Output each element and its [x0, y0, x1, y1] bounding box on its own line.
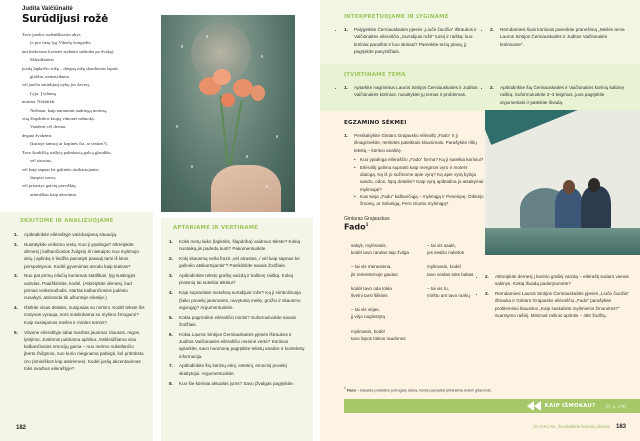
poem-line: artimiškas kaip ukorimas. [30, 191, 78, 197]
question-text: Visame eilėraštyje labai svarbūs jausmai: klausos, regos, lytėjimo. Juslėmis patiriama aplinka. Atskleidžiama visa kalbančiosios emocijų gama – nuo nerimo suketlančio jberto žvilgsnio, nuo kurio mėginama pabėgti, kol pritrūksta oro (eminiškos kop atsirėmes). Kodėl juslių akcentavimas toks svarbus eilėraštyje? [24, 329, 144, 372]
section-reinforce-topic [320, 64, 640, 111]
section-exam-success [344, 120, 484, 232]
question-item [14, 304, 145, 326]
question-text: Aptarkite nagrinėtus Lauros Sintijos Černiauskaitės ir Juditos Vaičiūnaitės kūrinius: nusakykite jų temas ir problemas. [354, 85, 478, 98]
question-number: 2. [14, 241, 18, 247]
question-item [169, 272, 305, 287]
poem-stanza [351, 306, 426, 320]
question-text: Koks metų laiko (lapkritis, šlapdriba) vaidmuo tekste? Kokią nuotaiką jis padeda kurti? Pakomentuokite. [179, 239, 301, 252]
poem-panel [22, 6, 154, 199]
poem-line: mirštu ant tavo rankų [427, 293, 470, 299]
exam-bullet: • Eilėraštį galima suprasti kaip merginos vyro ir moters dialogą. Ką iš jo sužinome apie vyrą? Ką apie vyrą byloja sando, odos, lūpų detalės? Kaip vyrą apibūdina jo atsakymai mylimajai? [352, 164, 484, 193]
poem-stanza [351, 328, 426, 342]
side-question-list [485, 273, 630, 322]
poem-author: Judita Vaičiūnaitė [22, 6, 73, 12]
question-item [169, 314, 305, 329]
question-text: Palyginkite Černiauskaitės pjesės „Liučė čiuožia“ ištraukos ir Vaičiūnaitės eilėraščio „Surūdijusi rožė“ turinį ir raišką: kuo kūriniai panašūs ir kuo skiriasi? Parenkite tezių planą, jį pagrįskite pavyzdžiais. [354, 27, 477, 54]
question-item [169, 380, 305, 387]
question-item [14, 241, 145, 270]
poem-line: jį vėjo nuglostytą [351, 314, 385, 320]
question-number: • 2. [485, 274, 489, 279]
fado-column-1 [351, 242, 426, 349]
right-page [320, 0, 640, 441]
poem-line: visą šlapdribos krupą vilnonei nišmoky. [22, 116, 96, 122]
question-columns [344, 26, 626, 58]
poem-line: mylimasis, kodėl [351, 328, 385, 334]
section-heading: INTERPRETUOJAME IR LYGINAME [344, 14, 449, 20]
poem-stanza [427, 242, 487, 256]
poem-line: Vandens vėl derina, [30, 124, 67, 130]
poem-line: unt kiekvieno kavinės staliuko sušimba po žvakę). [22, 48, 115, 54]
section-discuss-evaluate [161, 218, 313, 441]
how-i-learn-link[interactable] [527, 401, 626, 411]
poem-body [22, 31, 154, 199]
section-read-analyze [0, 212, 153, 441]
poem-line: mylimasis, kodėl [427, 264, 461, 270]
poem-line: nurima. Nežiūrėk. [22, 99, 56, 105]
double-arrow-left-icon [527, 401, 541, 411]
question-number: • 3. [485, 291, 489, 297]
poem-line: vėl strosius, [30, 158, 52, 164]
poem-line: vėl jaučiu surūdijusį nykų jos žavesį. [22, 82, 90, 88]
section-heading: SKAITOME IR ANALIZUOJAME [20, 218, 114, 224]
question-text: Remdamiesi šiais kūriniais parenkite pranešimą „Meilės tema Lauros Sintijos Černiauskaitės ir Juditos Vaičiūnaitės kūriniuose“. [500, 27, 625, 47]
exam-task: 1. Perskaitykite Gintaro Grajausko eilėraštį „Fado“ ir jį išnagrinėkite, remkitės pateiktais klausimais. Parašykite rišlų tekstą – kūrinio analizę. [344, 133, 477, 153]
poem-line: kodėl tavo randas taip žvilga [351, 250, 409, 256]
section-interpret-compare [320, 0, 640, 64]
section-heading: ĮTVIRTINAME TEMĄ [344, 72, 406, 78]
poem-line: vėl prisertys gatvių praviškių, [22, 183, 77, 189]
fado-column-2 [427, 242, 487, 306]
rain-window-flower-photo [161, 15, 295, 212]
poem-line: (kurioje tamsoj ar kapinės čia, ar teatras?). [30, 141, 109, 147]
question-text: Apibūdinkite teksto grafinį vaizdą ir kalbinę raišką. Kokių prasmių tai suteikia tekstui? [179, 273, 294, 286]
question-column [344, 26, 480, 58]
poem-line: tavo veidas toks baltas [427, 271, 474, 277]
question-number: 8. [169, 380, 173, 386]
fado-title: Fado$^1$ [344, 222, 369, 233]
poem-line: vėl kaip sapnas be galinėio atsikartojantis, [22, 166, 100, 172]
poem-line: Lyja. Į tylumą [30, 90, 56, 96]
question-column [490, 84, 626, 108]
question-item [169, 238, 305, 253]
question-number: • 2. [490, 85, 494, 90]
question-item [490, 84, 626, 106]
help-label: KAIP IŠMOKAU? [544, 403, 596, 409]
poem-line: (o pro lietų lyg Vilnelę švaigėdės [30, 40, 91, 46]
poem-stanza [351, 285, 426, 299]
question-number: 1. [14, 232, 18, 237]
couple-sitting-by-wall-photo [485, 110, 640, 255]
exam-bullet: • Kuo ypatinga eilėraščio „Fado“ forma? Ką ji suteikia kūriniui? [352, 156, 484, 163]
poem-line: – tai vis saulė, [427, 243, 457, 248]
fado-poem [344, 216, 484, 232]
question-number: 4. [14, 305, 18, 311]
poem-line: švelni tarsi šilkinis [351, 293, 388, 299]
question-text: Ištirkite visas detales, susijusias su mirtimi. Kodėl tekste šis motyvas vyrauja, nors susitinkama su mylimu žmogumi? Kaip susiejamos meilės ir mirties temos? [24, 305, 145, 325]
exam-bullet: • Kas sieja „Fado“ kalbančiąją – mylimąją ir Penelopę, Odisėjo žmoną, ar Solveigą, Pero Giunto mylimąją? [352, 193, 484, 208]
page-number: 183 [615, 424, 626, 430]
question-item [14, 231, 145, 238]
question-number: 7. [169, 363, 173, 369]
poem-stanza [427, 263, 487, 277]
poem-line: Tavo juodos rudeniškosios akys [22, 32, 81, 37]
question-text: Kokia Lauros Sintijos Černiauskaitės pjesės ištraukos ir Juditos Vaičiūnaitės eilėraščio meninė vertė? Kūrinius aptarkite, savo nuomonę pagrįskite tekstų analize ir kontekstų informacija. [179, 331, 305, 359]
poem-line: jos sesilio nulietos [427, 250, 465, 256]
poem-title: Surūdijusi rožė [22, 13, 109, 25]
exam-bullet-list [344, 156, 484, 207]
question-number: • 2. [490, 27, 494, 32]
poem-line: sakyk, mylimasis, [351, 243, 387, 248]
section-heading: APTARIAME IR VERTINAME [173, 225, 259, 231]
poem-line: šiurpiai savos, [30, 174, 57, 180]
question-item [169, 289, 305, 311]
poem-line: jis mėnesienoje gautas [351, 271, 398, 277]
question-text: Kokį skausmą neša frazė „vėl atrastas, / vėl kaip sapnas be galinėio atsikartojantis“? Pasiklinkite savais žodžiais. [179, 256, 300, 269]
question-item [344, 84, 480, 99]
poem-line: girdžiu, nematydama [30, 74, 69, 80]
question-number: 2. [169, 256, 173, 262]
question-text: Apibūdinkite eilėraštyje vaizduojamą situaciją. [24, 232, 118, 237]
question-number: 5. [169, 314, 173, 320]
question-item [14, 272, 145, 301]
question-text: Nustatykite veiksmo vietą. Kuo ji ypatinga? Atkreipkite dėmesį į kalbančiosios žvilgsnį iš niekaipto nuo mylimojo akių į aplinką ir leidžia pamatyti pasaulį tarsi iš kitos perspektyvos. Kodėl gyvenimas atrodo kaip teatras? [24, 241, 139, 269]
question-text: Apibūdinkite šių Černiauskaitės ir Vaičiūnaitės kūrinių kalbinę raišką. Suformuluokite 2–3 teiginius, juos pagrįskite argumentais ir pateikite išvadą. [500, 85, 625, 105]
question-text: Kokia pagrindinė eilėraščio mintis? Suformuluokite savais žodžiais. [179, 314, 296, 327]
poem-line: – tai vis tu, [427, 285, 449, 291]
page-number: 182 [16, 425, 27, 431]
question-number: • 1. [344, 27, 348, 32]
question-number: 6. [169, 331, 173, 337]
question-number: 1. [169, 239, 173, 244]
question-column [344, 84, 480, 108]
poem-stanza [351, 263, 426, 277]
question-columns [344, 84, 626, 108]
question-text: Nuo pat pirmų eilučių kuriamas statiškas, lyg sustingęs vaizdas. Paaiškinkite, kodėl. (Atkreipkite dėmesį, kad pirmas veiksmažodis, startas kalbančiosios judėsio nusakyti, atsiranda tik aštuntoje eilutėje.) [24, 273, 136, 301]
poem-line: – tai vis mėnesiena, [351, 264, 392, 270]
question-text: Atkreipkite dėmesį į kūrinio grafinį vaizdą – eilėraštį sudaro vienas sakinys. Kokią išvadą padarytumėte? [495, 274, 629, 287]
question-number: 5. [14, 329, 18, 335]
question-number: 3. [14, 273, 18, 279]
question-list [14, 231, 145, 372]
help-bar [344, 399, 640, 413]
poem-line: Nežinau, kaip nuraminti audringą norimą, [30, 107, 108, 113]
poem-line: – tai vis vėjas, [351, 307, 380, 313]
question-item [344, 26, 480, 55]
question-item [14, 329, 145, 373]
poem-line: kodėl tavo oda tokia [351, 285, 392, 291]
question-item [490, 26, 626, 48]
question-number: 4. [169, 290, 173, 296]
poem-line: Tavo šiurkščią sušlytą palinkusią galvą glaudžiu, [22, 149, 112, 155]
poem-line: degant žvakėms [22, 132, 52, 138]
question-number: • 1. [344, 85, 348, 90]
question-item [485, 290, 630, 319]
poem-line: tavo lūpos tokios raudonos [351, 335, 406, 341]
question-text: Apibūdinkite šių kūrinių etinį, estetinį, emocinį poveikį skaitytojui. Argumentuokite. [179, 363, 287, 376]
running-footer: IX CIKLAS. Šiuolaikinė lietuvių drama 183 [533, 424, 626, 430]
section-heading: EGZAMINO SĖKMEI [344, 120, 407, 126]
question-item [169, 255, 305, 270]
poem-stanza [427, 285, 487, 299]
question-item [485, 273, 630, 288]
help-page-ref: (žr. p. 178) [605, 403, 626, 409]
question-number: 3. [169, 273, 173, 279]
question-text: Kuo šie kūriniai aktualūs jums? Savo įžvalgas pagrįskite. [179, 380, 294, 386]
poem-line: Skleidžiantis [30, 57, 54, 63]
question-text: Kaip suprantate metaforą surūdijusi rožė? Ką ji simbolizuoja (laiko poveikį jausmams, nuvytusią meilę, grožio ir skausmo sąjungą)? Argumentuokite. [179, 290, 301, 310]
poem-stanza [351, 242, 426, 256]
fado-author: Gintaras Grajauskas [344, 216, 390, 223]
poem-line: juodą lapkričio rožę – drėgną rožę skardiniais lapais [22, 65, 118, 71]
question-item [169, 331, 305, 360]
question-list [169, 238, 305, 387]
question-column [490, 26, 626, 58]
footnote: $^1$ Fado – baladės pobūdžio portugalų daina, kuriai paprastai pritariama dviem gitaromis. [344, 386, 492, 393]
question-item [169, 362, 305, 377]
question-text: Remdamiesi Lauros Sintijos Černiauskaitės pjesės „Liučė čiuožia“ ištrauka ir Gintaro Grajausko eilėraščiu „Fado“ parašykite probleminio klausimo „Kaip suskaliinti mylimiems žmonėms?“ svarstymo rašinį. Minimali rašinio apimtis – 450 žodžių. [495, 291, 630, 318]
